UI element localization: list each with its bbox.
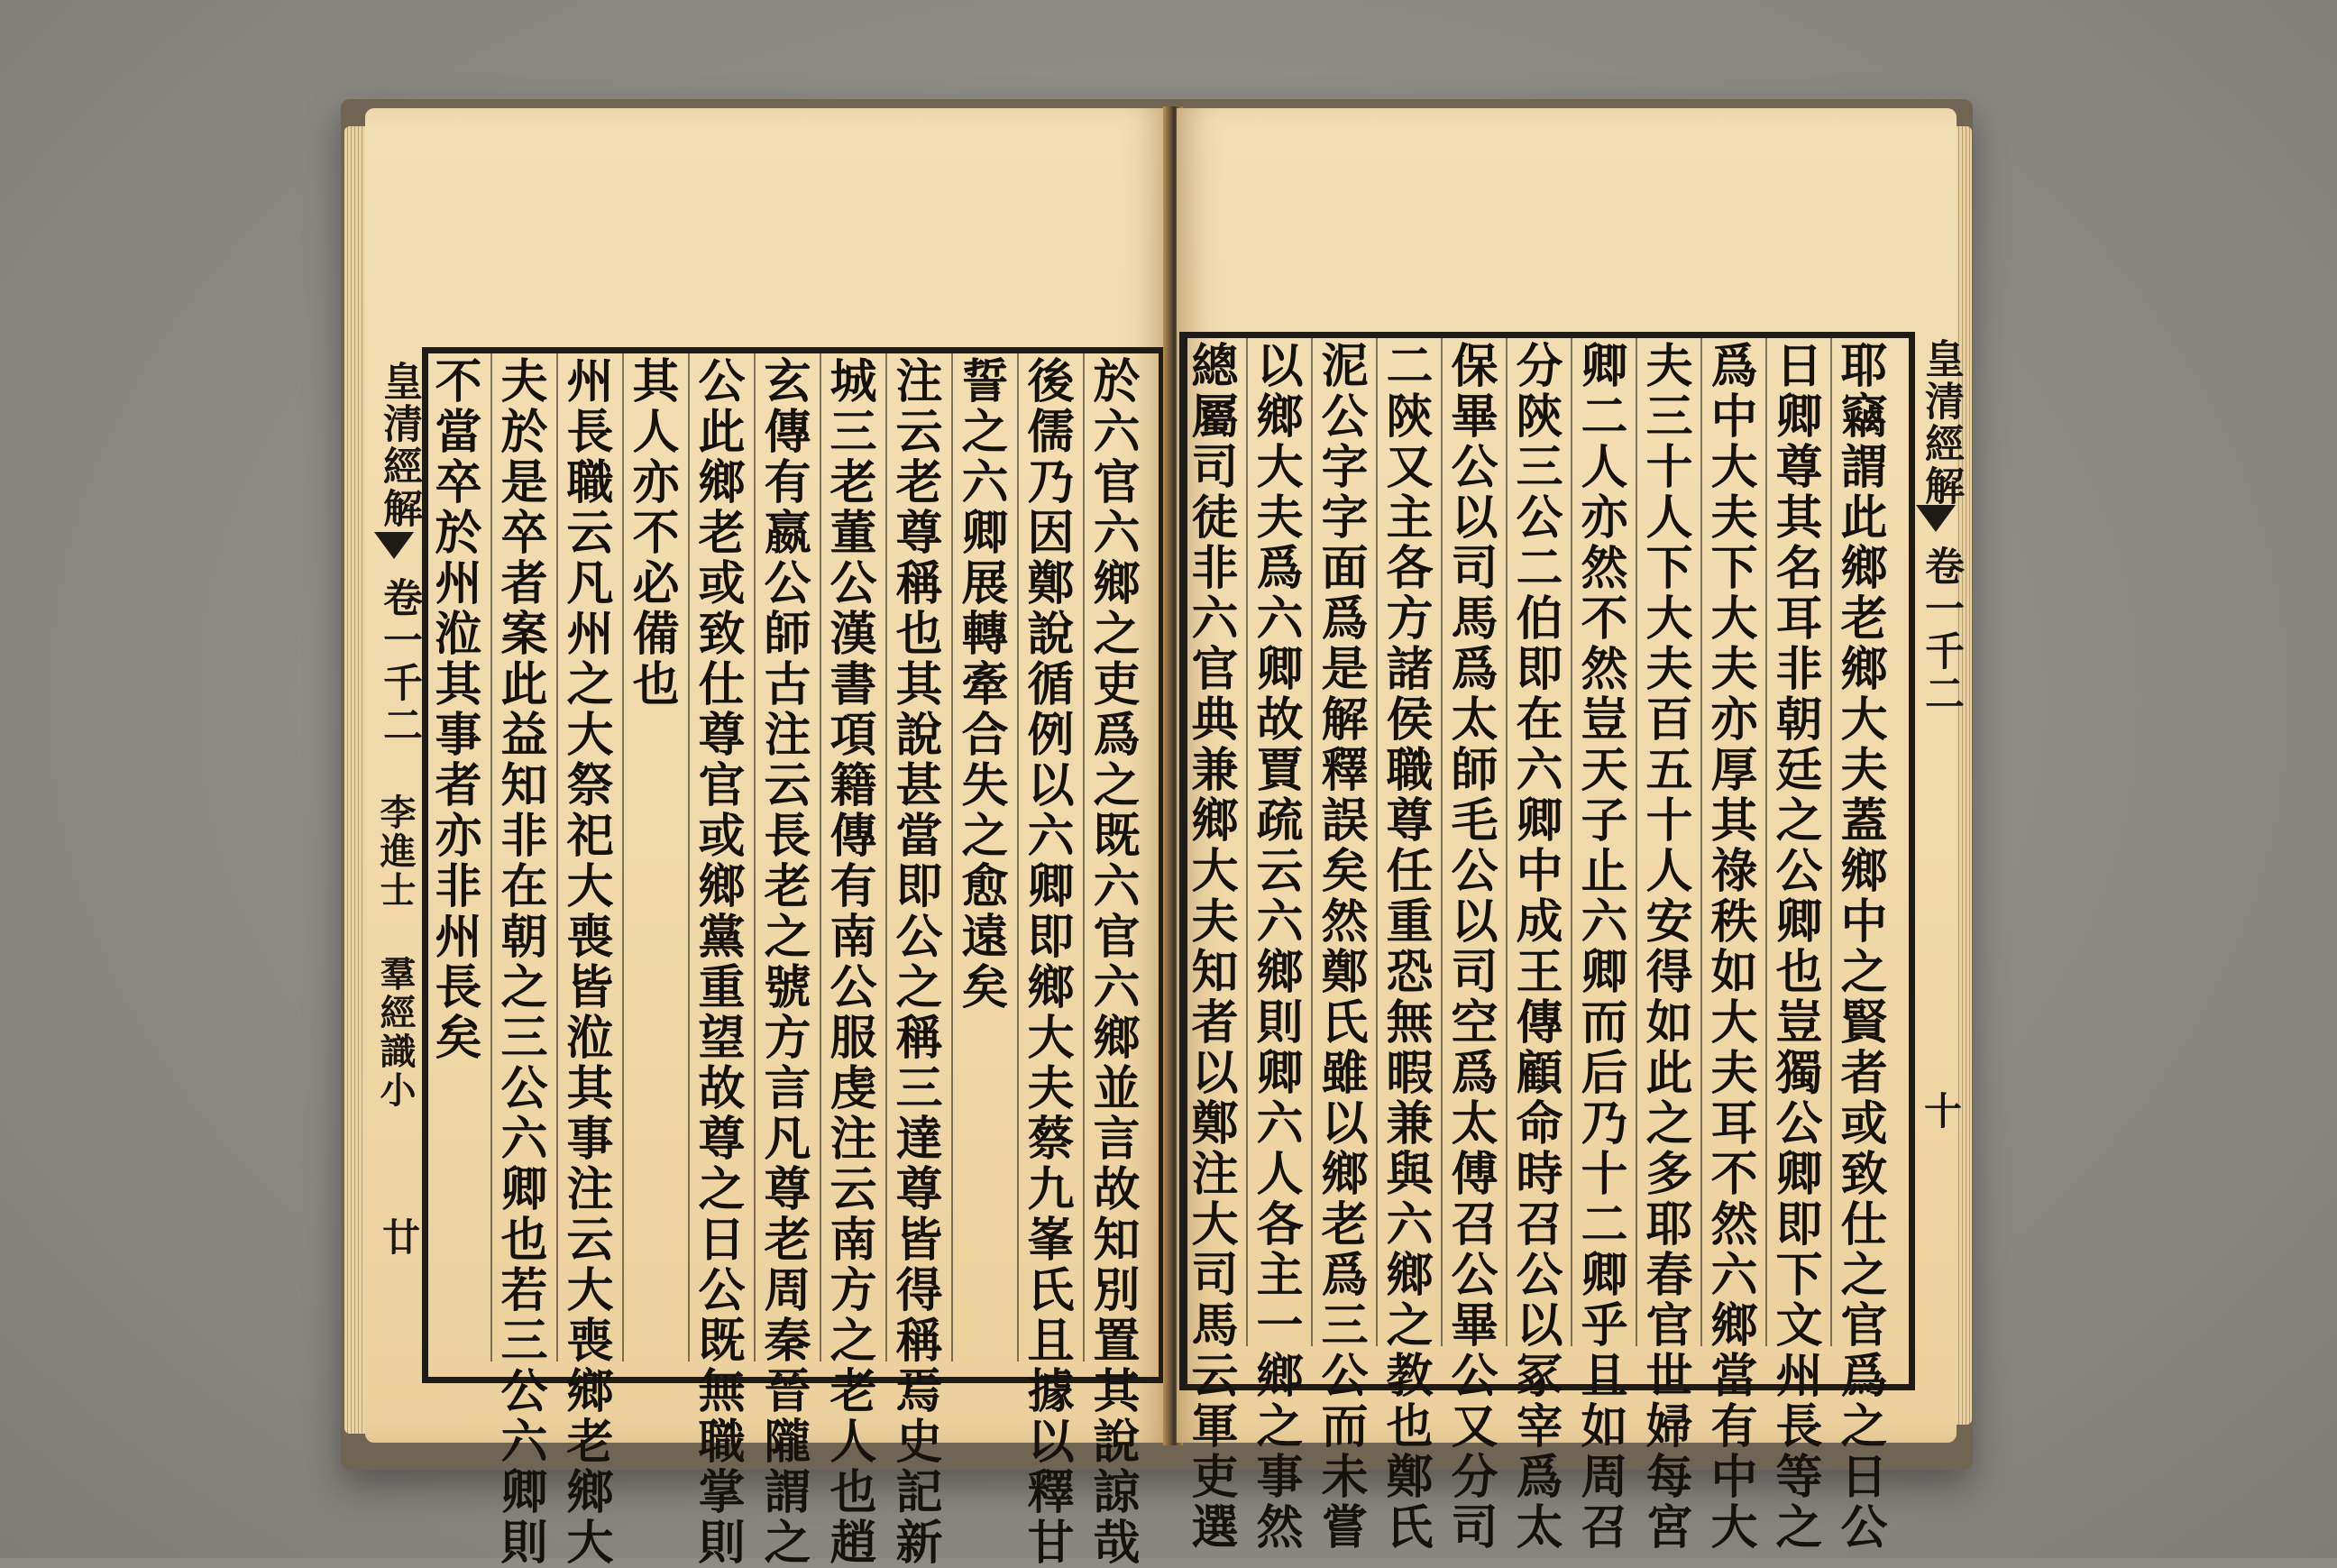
right-column: 總屬司徒非六官典兼鄉大夫知者以鄭注大司馬云軍吏選	[1183, 341, 1238, 1553]
right-column: 日卿尊其名耳非朝廷之公卿也豈獨公卿即下文州長等之	[1767, 341, 1822, 1553]
right-margin-title: 皇清經解	[1918, 338, 1964, 508]
left-margin-author: 李進士 羣經識小	[374, 793, 417, 1110]
right-column: 耶竊謂此鄉老鄉大夫蓋鄉中之賢者或致仕之官爲之日公	[1832, 341, 1887, 1553]
left-column-rule	[622, 347, 624, 1362]
right-column-rule	[1830, 332, 1832, 1346]
left-column-rule	[490, 347, 492, 1362]
left-column: 其人亦不必備也	[624, 356, 679, 710]
left-fishtail-mark	[374, 532, 414, 559]
right-column: 分陝三公二伯即在六卿中成王傳顧命時召公以冢宰爲太	[1508, 341, 1563, 1553]
left-column: 玄傳有嬴公師古注云長老之號方言凡尊老周秦晉隴謂之	[756, 356, 811, 1568]
left-column-rule	[951, 347, 953, 1362]
right-column-rule	[1506, 332, 1508, 1346]
right-folio-number: 十	[1919, 1091, 1963, 1129]
right-column: 卿二人亦然不然豈天子止六卿而后乃十二卿乎且如周召	[1572, 341, 1627, 1553]
right-column-rule	[1571, 332, 1572, 1346]
left-column: 城三老董公漢書項籍傳有南公服虔注云南方之老人也趙	[821, 356, 876, 1568]
left-column: 公此鄉老或致仕尊官或鄉黨重望故尊之日公既無職掌則	[690, 356, 745, 1568]
right-column: 保畢公以司馬爲太師毛公以司空爲太傅召公畢公又分司	[1443, 341, 1498, 1553]
right-column-rule	[1700, 332, 1702, 1346]
right-column-rule	[1311, 332, 1313, 1346]
right-column: 夫三十人下大夫百五十人安得如此之多耶春官世婦每宮	[1637, 341, 1692, 1553]
left-margin-volume: 卷一千二	[376, 577, 422, 747]
left-column: 注云老尊稱也其說甚當即公之稱三達尊皆得稱焉史記新	[887, 356, 942, 1568]
left-column-rule	[754, 347, 756, 1362]
left-column: 後儒乃因鄭說循例以六卿即鄉大夫蔡九峯氏且據以釋甘	[1019, 356, 1074, 1568]
right-column: 泥公字字面爲是解釋誤矣然鄭氏雖以鄉老爲三公而未嘗	[1313, 341, 1368, 1553]
left-column: 州長職云凡州之大祭祀大喪皆涖其事注云大喪鄉老鄉大	[558, 356, 613, 1568]
left-column: 於六官六鄉之吏爲之既六官六鄉並言故知別置其說諒哉	[1085, 356, 1140, 1568]
right-column-rule	[1441, 332, 1443, 1346]
left-margin-title: 皇清經解	[376, 361, 422, 530]
right-column-rule	[1765, 332, 1767, 1346]
left-column: 誓之六卿展轉牽合失之愈遠矣	[953, 356, 1008, 1013]
right-column-rule	[1376, 332, 1378, 1346]
left-column-rule	[1083, 347, 1085, 1362]
left-column-rule	[885, 347, 887, 1362]
left-column-rule	[688, 347, 690, 1362]
right-column-rule	[1636, 332, 1637, 1346]
left-column-rule	[820, 347, 821, 1362]
left-column: 夫於是卒者案此益知非在朝之三公六卿也若三公六卿則	[492, 356, 547, 1568]
right-column: 爲中大夫下大夫亦厚其祿秩如大夫耳不然六鄉當有中大	[1702, 341, 1757, 1553]
right-margin-volume: 卷一千二	[1918, 546, 1964, 715]
left-column-rule	[1017, 347, 1019, 1362]
left-folio-number: 廿	[377, 1217, 421, 1255]
right-fishtail-mark	[1916, 505, 1956, 532]
right-column: 二陝又主各方諸侯職尊任重恐無暇兼與六鄉之教也鄭氏	[1378, 341, 1433, 1553]
right-column: 以鄉大夫爲六卿故賈疏云六鄉則卿六人各主一鄉之事然	[1248, 341, 1303, 1553]
left-column-rule	[556, 347, 558, 1362]
left-column: 不當卒於州涖其事者亦非州長矣	[426, 356, 481, 1063]
right-column-rule	[1246, 332, 1248, 1346]
